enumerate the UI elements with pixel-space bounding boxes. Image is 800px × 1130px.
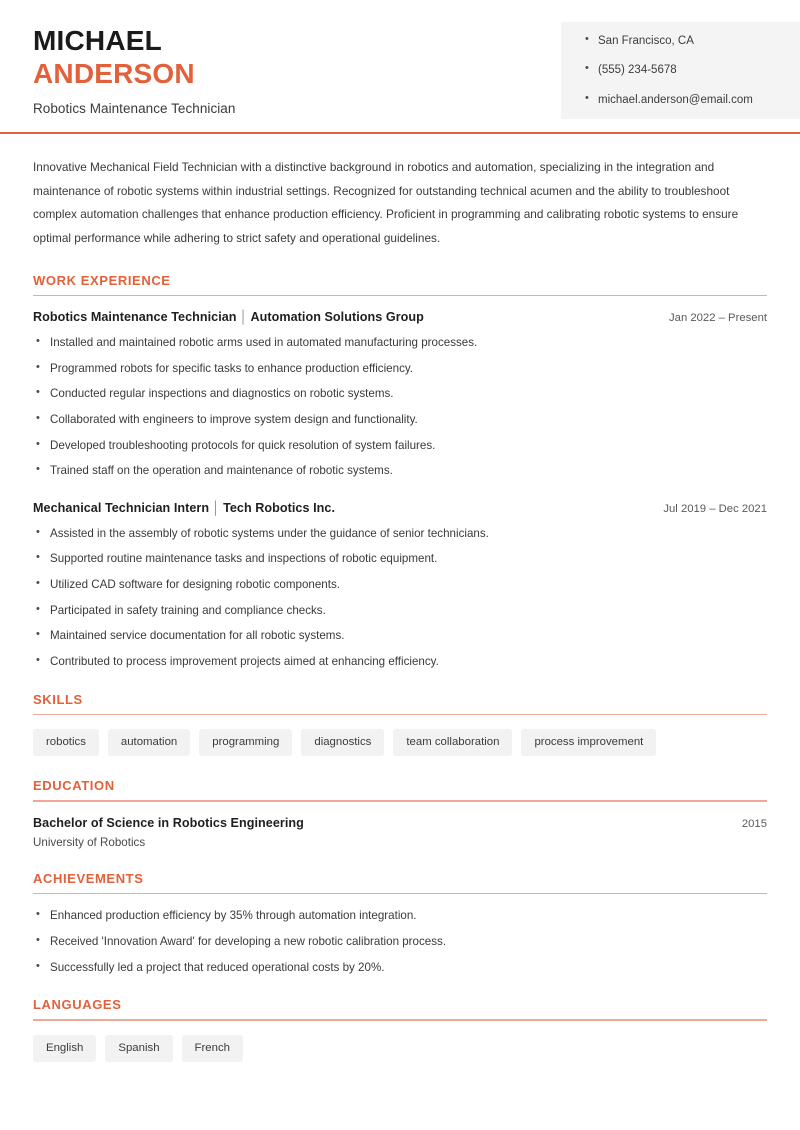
experience-entry	[33, 310, 767, 479]
contact-list	[585, 34, 784, 107]
list-item: • Participated in safety training and compliance checks.	[33, 603, 767, 619]
experience-dates: Jul 2019 – Dec 2021	[663, 502, 767, 515]
section-underline	[33, 295, 767, 297]
list-item: • Maintained service documentation for all robotic systems.	[33, 628, 767, 644]
section-title-work-experience: WORK EXPERIENCE	[33, 272, 171, 288]
experience-company: Automation Solutions Group	[250, 310, 424, 324]
experience-entry-header	[33, 310, 767, 324]
contact-info-box	[561, 22, 800, 119]
skill-chip: programming	[199, 729, 292, 756]
education-school: University of Robotics	[33, 835, 146, 849]
list-item: • Successfully led a project that reduced operational costs by 20%.	[33, 960, 767, 976]
skill-chip: automation	[108, 729, 190, 756]
list-item: • Supported routine maintenance tasks and inspections of robotic equipment.	[33, 551, 767, 567]
title-separator: │	[239, 310, 248, 324]
resume-header	[0, 0, 800, 119]
list-item: • Assisted in the assembly of robotic systems under the guidance of senior technicians.	[33, 526, 767, 542]
language-chip: French	[182, 1035, 243, 1062]
education-degree: Bachelor of Science in Robotics Engineering	[33, 815, 304, 830]
header-job-title: Robotics Maintenance Technician	[33, 101, 236, 117]
education-entry	[33, 816, 767, 849]
header-divider	[0, 132, 800, 134]
section-underline	[33, 893, 767, 895]
section-work-experience	[33, 273, 767, 670]
skill-chip: team collaboration	[393, 729, 512, 756]
skill-chip: process improvement	[521, 729, 656, 756]
experience-bullet-list	[33, 335, 767, 479]
list-item: • Collaborated with engineers to improve system design and functionality.	[33, 412, 767, 428]
experience-entry-header	[33, 501, 767, 515]
experience-dates: Jan 2022 – Present	[669, 312, 767, 324]
experience-company: Tech Robotics Inc.	[223, 500, 335, 515]
languages-chip-list	[33, 1035, 767, 1062]
list-item: • Installed and maintained robotic arms used in automated manufacturing processes.	[33, 335, 767, 351]
last-name: ANDERSON	[33, 58, 195, 90]
education-year: 2015	[741, 817, 767, 830]
list-item: • Developed troubleshooting protocols for quick resolution of system failures.	[33, 438, 767, 454]
section-languages	[33, 997, 767, 1062]
skill-chip: robotics	[33, 729, 99, 756]
contact-item-email[interactable]: • michael.anderson@email.com	[585, 93, 784, 107]
contact-item-phone[interactable]: • (555) 234-5678	[585, 63, 784, 77]
language-chip: Spanish	[105, 1035, 172, 1062]
list-item: • Conducted regular inspections and diagnostics on robotic systems.	[33, 386, 767, 402]
section-skills	[33, 692, 767, 757]
list-item: • Programmed robots for specific tasks to enhance production efficiency.	[33, 361, 767, 377]
professional-summary: Innovative Mechanical Field Technician with a distinctive background in robotics and automation, specializing in the integration and maintenance of robotic systems within industrial settings. Recognized for outstanding technical acumen and the ability to troubleshoot complex automation challenges that enhance production efficiency. Proficient in programming and calibrating robotic systems to ensure optimal performance while adhering to strict safety and operational guidelines.	[33, 160, 739, 245]
experience-title-line	[33, 501, 335, 515]
list-item: • Received 'Innovation Award' for developing a new robotic calibration process.	[33, 934, 767, 950]
section-title-achievements: ACHIEVEMENTS	[33, 870, 144, 886]
list-item: • Utilized CAD software for designing robotic components.	[33, 577, 767, 593]
skill-chip: diagnostics	[301, 729, 384, 756]
section-title-skills: SKILLS	[33, 691, 83, 707]
list-item: • Enhanced production efficiency by 35% through automation integration.	[33, 908, 767, 924]
section-underline	[33, 714, 767, 716]
section-underline	[33, 800, 767, 802]
section-education	[33, 778, 767, 849]
section-achievements	[33, 871, 767, 975]
list-item: • Contributed to process improvement projects aimed at enhancing efficiency.	[33, 654, 767, 670]
experience-role: Robotics Maintenance Technician	[33, 310, 237, 324]
language-chip: English	[33, 1035, 96, 1062]
skills-chip-list	[33, 729, 767, 756]
experience-role: Mechanical Technician Intern	[33, 500, 210, 515]
experience-bullet-list	[33, 526, 767, 670]
experience-title-line	[33, 310, 424, 324]
section-title-languages: LANGUAGES	[33, 997, 122, 1013]
education-entry-header	[33, 816, 767, 830]
experience-entry	[33, 501, 767, 670]
achievements-bullet-list	[33, 908, 767, 975]
section-underline	[33, 1019, 767, 1021]
header-identity	[0, 0, 235, 116]
contact-item-location: • San Francisco, CA	[585, 34, 784, 48]
first-name: MICHAEL	[33, 25, 162, 56]
resume-body	[0, 156, 800, 1062]
title-separator: │	[212, 500, 221, 515]
list-item: • Trained staff on the operation and maintenance of robotic systems.	[33, 463, 767, 479]
section-title-education: EDUCATION	[33, 778, 115, 794]
